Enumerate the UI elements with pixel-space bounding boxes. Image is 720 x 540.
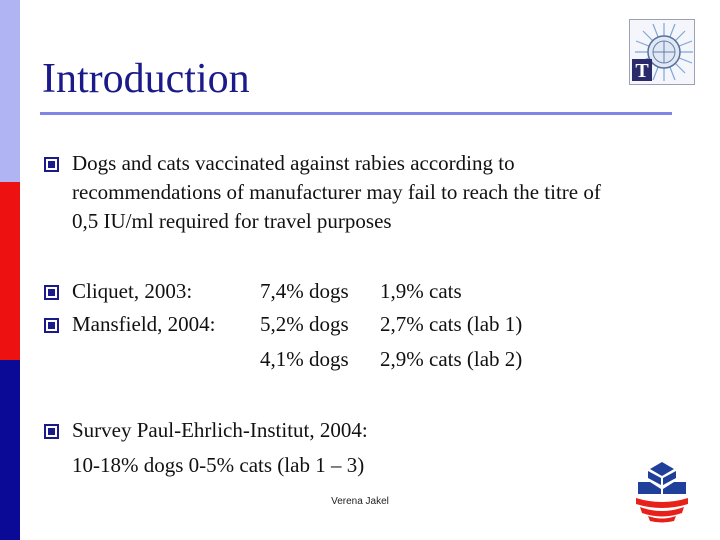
study-dogs-value: 4,1% dogs bbox=[260, 347, 349, 371]
study-cats-value: 2,9% cats (lab 2) bbox=[380, 347, 523, 371]
slide-title: Introduction bbox=[42, 56, 250, 102]
university-seal-icon bbox=[629, 19, 695, 85]
bullet-text-line: 0,5 IU/ml required for travel purposes bbox=[72, 209, 392, 233]
title-divider bbox=[40, 112, 672, 115]
footer-author: Verena Jakel bbox=[331, 496, 389, 507]
sidebar-segment-lavender bbox=[0, 0, 20, 182]
study-cats-value: 2,7% cats (lab 1) bbox=[380, 312, 523, 336]
study-label: Cliquet, 2003: bbox=[72, 279, 193, 303]
square-bullet-icon bbox=[44, 157, 59, 172]
svg-text:T: T bbox=[635, 60, 649, 82]
study-cats-value: 1,9% cats bbox=[380, 279, 462, 303]
bullet-text-line: Dogs and cats vaccinated against rabies according to bbox=[72, 151, 515, 175]
square-bullet-icon bbox=[44, 318, 59, 333]
survey-title: Survey Paul-Ehrlich-Institut, 2004: bbox=[72, 418, 368, 442]
study-dogs-value: 5,2% dogs bbox=[260, 312, 349, 336]
institute-logo-icon bbox=[630, 460, 694, 524]
study-dogs-value: 7,4% dogs bbox=[260, 279, 349, 303]
bullet-text-line: recommendations of manufacturer may fail to reach the titre of bbox=[72, 180, 601, 204]
sidebar-segment-navy bbox=[0, 360, 20, 540]
sidebar-color-bar bbox=[0, 0, 20, 540]
square-bullet-icon bbox=[44, 424, 59, 439]
survey-result: 10-18% dogs 0-5% cats (lab 1 – 3) bbox=[72, 453, 365, 477]
sidebar-segment-red bbox=[0, 182, 20, 360]
square-bullet-icon bbox=[44, 285, 59, 300]
study-label: Mansfield, 2004: bbox=[72, 312, 216, 336]
